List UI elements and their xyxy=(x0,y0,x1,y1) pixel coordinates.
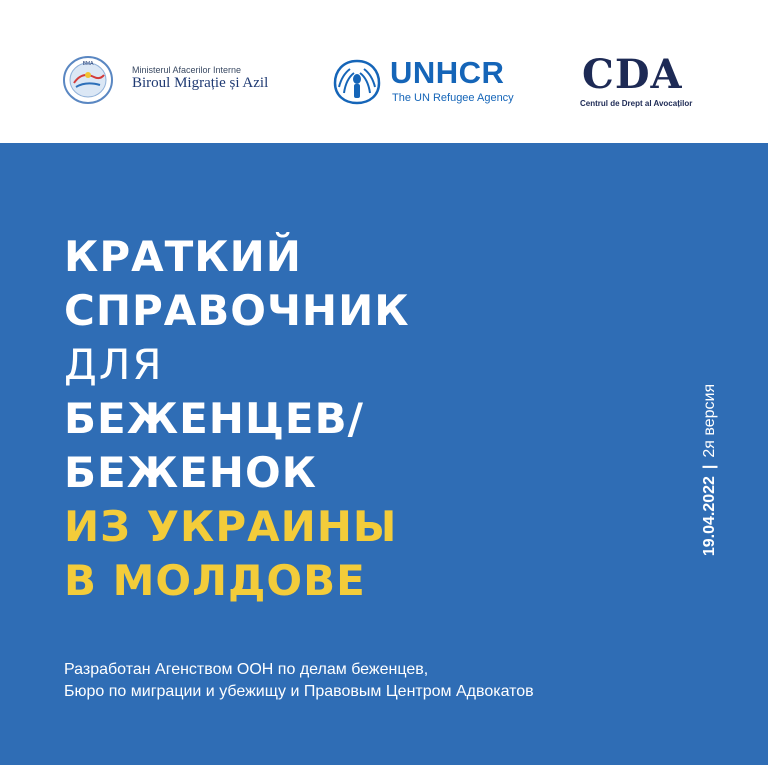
title-line-7: В МОЛДОВЕ xyxy=(64,556,366,605)
cda-letters: CDA xyxy=(582,51,683,98)
publication-date: 19.04.2022 xyxy=(701,476,718,557)
title-line-2: СПРАВОЧНИК xyxy=(64,286,410,335)
title-line-3: ДЛЯ xyxy=(64,340,164,389)
unhcr-tagline: The UN Refugee Agency xyxy=(392,92,514,104)
date-version-label xyxy=(698,320,722,620)
credits-line-2: Бюро по миграции и убежищу и Правовым Центром Адвокатов xyxy=(64,683,534,700)
cda-logo xyxy=(578,51,718,111)
title-line-5: БЕЖЕНОК xyxy=(64,448,317,497)
cda-caption: Centrul de Drept al Avocaților xyxy=(580,99,693,108)
title-line-1: КРАТКИЙ xyxy=(64,232,302,281)
version-label: 2я версия xyxy=(701,383,718,458)
bma-logo xyxy=(60,55,300,105)
title-line-6: ИЗ УКРАИНЫ xyxy=(64,502,398,551)
date-separator: | xyxy=(701,464,718,470)
unhcr-name: UNHCR xyxy=(390,55,505,90)
bma-bureau-text: Biroul Migrație și Azil xyxy=(132,75,269,91)
unhcr-logo xyxy=(330,55,540,109)
bma-ministry-text: Ministerul Afacerilor Interne xyxy=(132,65,242,75)
svg-text:BMA: BMA xyxy=(82,61,94,67)
cover-title xyxy=(64,230,410,608)
title-line-4: БЕЖЕНЦЕВ/ xyxy=(64,394,364,443)
credits-text xyxy=(64,659,534,703)
credits-line-1: Разработан Агенством ООН по делам беженцев, xyxy=(64,661,429,678)
bma-seal-icon xyxy=(60,55,120,105)
unhcr-emblem-icon xyxy=(330,57,384,107)
logo-header xyxy=(0,0,768,143)
